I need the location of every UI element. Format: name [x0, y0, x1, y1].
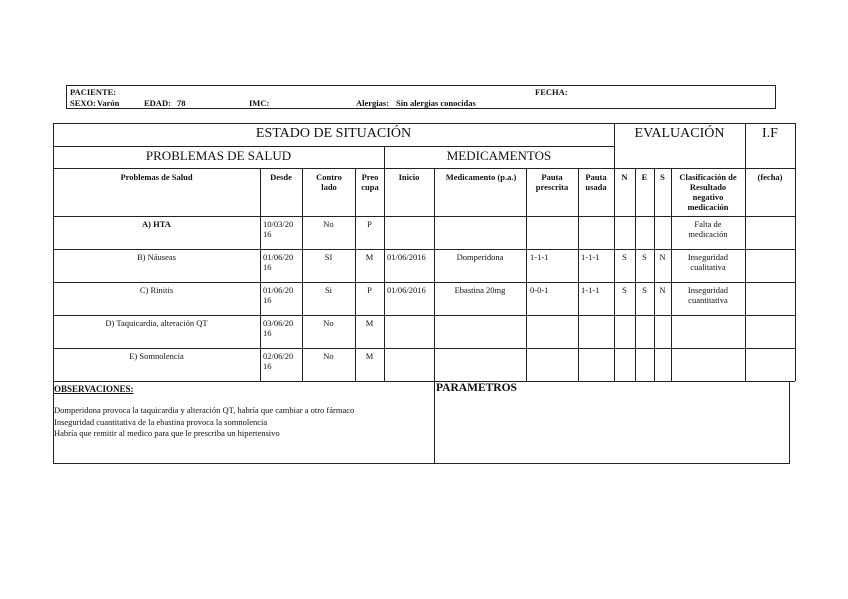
row-clasificacion: Falta de medicación	[688, 219, 728, 239]
alergias-label: Alergias:	[356, 98, 390, 108]
edad-label: EDAD:	[144, 98, 171, 108]
row-e: S	[642, 252, 647, 262]
row-preocupa: M	[365, 252, 374, 262]
sexo-label: SEXO:	[70, 98, 96, 108]
problemas-title: PROBLEMAS DE SALUD	[145, 148, 292, 163]
col-pauta-usada: Pauta usada	[585, 172, 607, 192]
row-e: S	[642, 285, 647, 295]
row-controlado: SI	[324, 252, 333, 262]
row-preocupa: M	[365, 318, 374, 328]
col-n: N	[621, 172, 628, 182]
row-controlado: Si	[324, 285, 333, 295]
row-usada: 1-1-1	[581, 252, 600, 262]
imc-label: IMC:	[249, 98, 270, 108]
row-preocupa: P	[367, 285, 372, 295]
alergias-value: Sin alergias conocidas	[396, 98, 476, 108]
if-title: I.F	[762, 126, 778, 141]
row-s: N	[659, 285, 666, 295]
row-medicamento: Domperidona	[456, 252, 504, 262]
col-desde: Desde	[270, 172, 292, 182]
observation-line: Habría que remitir al medico para que le prescriba un hipertensivo	[54, 428, 280, 438]
row-problema: A) HTA	[142, 219, 171, 229]
evaluacion-title: EVALUACIÓN	[634, 126, 725, 141]
edad-value: 78	[177, 98, 186, 108]
observation-line: Domperidona provoca la taquicardia y alteración QT, habría que cambiar a otro fármaco	[54, 405, 355, 415]
row-prescrita: 0-0-1	[530, 285, 549, 295]
row-problema: D) Taquicardia, alteración QT	[105, 318, 208, 328]
row-preocupa: P	[367, 219, 372, 229]
fecha-label: FECHA:	[535, 87, 568, 97]
row-n: S	[622, 285, 627, 295]
row-inicio: 01/06/2016	[387, 285, 426, 295]
row-problema: E) Somnolencia	[129, 351, 184, 361]
row-prescrita: 1-1-1	[530, 252, 549, 262]
col-inicio: Inicio	[398, 172, 420, 182]
col-medicamento: Medicamento (p.a.)	[445, 172, 517, 182]
col-pauta-prescrita: Pauta prescrita	[535, 172, 569, 192]
observation-line: Inseguridad cuantitativa de la ebastina provoca la somnolencia	[54, 416, 268, 427]
row-preocupa: M	[365, 351, 374, 361]
estado-title: ESTADO DE SITUACIÓN	[255, 126, 412, 141]
medicamentos-title: MEDICAMENTOS	[446, 148, 552, 163]
row-usada: 1-1-1	[581, 285, 600, 295]
row-controlado: No	[323, 318, 334, 328]
row-desde: 01/06/20 16	[263, 252, 294, 272]
row-controlado: No	[323, 351, 334, 361]
row-n: S	[622, 252, 627, 262]
row-clasificacion: Inseguridad cualitativa	[687, 252, 729, 272]
row-clasificacion: Inseguridad cuantitativa	[687, 285, 729, 305]
observaciones-label: OBSERVACIONES:	[54, 384, 134, 394]
row-problema: B) Náuseas	[137, 252, 176, 262]
row-problema: C) Rinitis	[139, 285, 174, 295]
col-e: E	[641, 172, 648, 182]
col-problemas: Problemas de Salud	[120, 172, 193, 182]
row-desde: 01/06/20 16	[263, 285, 294, 305]
row-desde: 10/03/20 16	[263, 219, 294, 239]
row-inicio: 01/06/2016	[387, 252, 426, 262]
col-fecha: (fecha)	[757, 172, 783, 182]
paciente-label: PACIENTE:	[70, 87, 117, 97]
col-clasificacion: Clasificación de Resultado negativo medicación	[679, 172, 737, 212]
observaciones-text	[54, 405, 432, 440]
row-desde: 03/06/20 16	[263, 318, 294, 338]
col-controlado: Contro lado	[316, 172, 342, 192]
row-desde: 02/06/20 16	[263, 351, 294, 371]
row-s: N	[659, 252, 666, 262]
col-s: S	[660, 172, 665, 182]
col-preocupa: Preo cupa	[361, 172, 379, 192]
sexo-value: Varón	[97, 98, 120, 108]
row-controlado: No	[323, 219, 334, 229]
row-medicamento: Ebastina 20mg	[454, 285, 506, 295]
parametros-label: PARAMETROS	[436, 382, 517, 394]
